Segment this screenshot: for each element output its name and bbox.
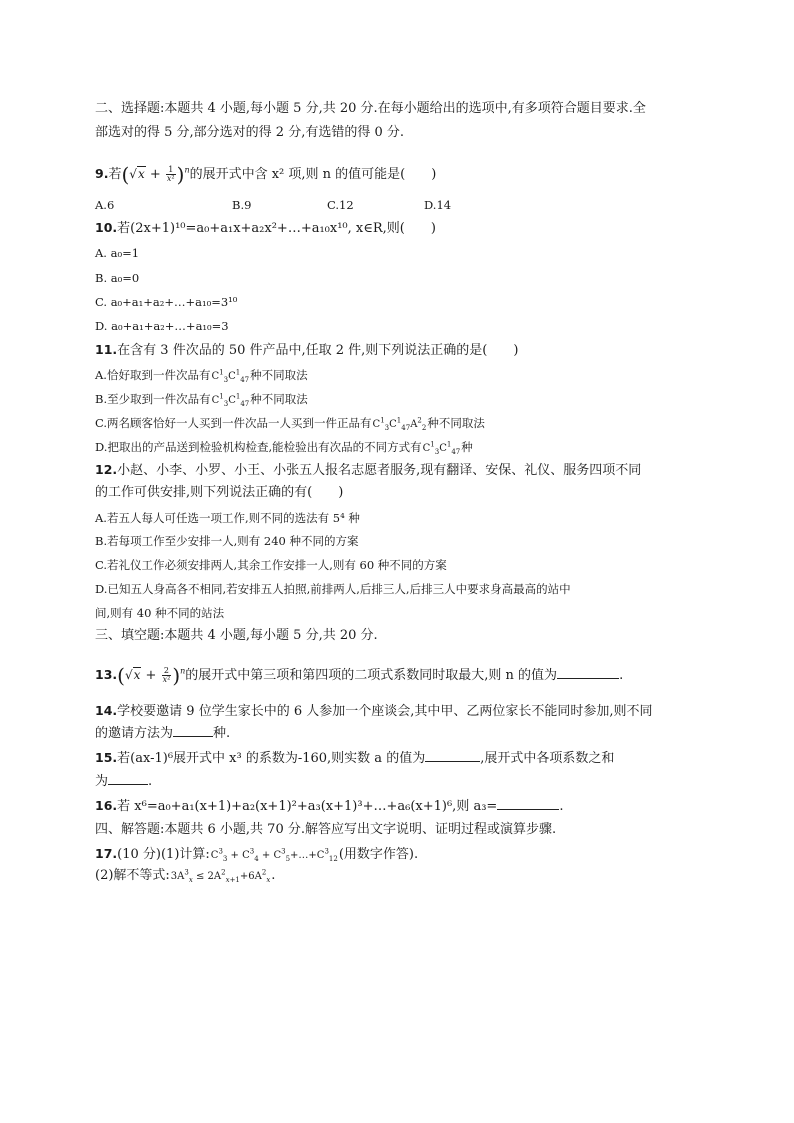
q10-option-d: D. a₀+a₁+a₂+…+a₁₀=3 bbox=[95, 319, 229, 333]
section2-header: 二、选择题:本题共 4 小题,每小题 5 分,共 20 分.在每小题给出的选项中,有多项符合题目要求.全 bbox=[95, 101, 646, 116]
formula-sqrt: √x bbox=[129, 167, 145, 181]
combination-formula: $C^1_3C^1_{47}$ bbox=[211, 368, 250, 384]
q11-option-b bbox=[95, 391, 308, 409]
q9-text: 的展开式中含 x² 项,则 n 的值可能是( ) bbox=[189, 167, 437, 182]
question-number: 15. bbox=[95, 750, 118, 765]
question-14 bbox=[95, 703, 653, 720]
question-number: 13. bbox=[95, 667, 118, 682]
formula-sqrt: √x bbox=[124, 668, 141, 682]
question-15 bbox=[95, 750, 614, 767]
formula-paren: ( bbox=[121, 162, 130, 187]
q12-option-b: B.若每项工作至少安排一人,则有 240 种不同的方案 bbox=[95, 534, 359, 548]
combination-formula: $C^3_3 + C^3_4$ + $C^3_5+\dots+C^3_{12}$ bbox=[210, 847, 338, 863]
q14-line2 bbox=[95, 726, 230, 742]
q11-option-a-text: A.恰好取到一件次品有 bbox=[95, 368, 211, 382]
question-number: 10. bbox=[95, 220, 118, 235]
section4-header: 四、解答题:本题共 6 小题,共 70 分.解答应写出文字说明、证明过程或演算步骤. bbox=[95, 822, 557, 837]
q15-line2 bbox=[95, 774, 152, 790]
question-number: 12. bbox=[95, 462, 118, 477]
question-10 bbox=[95, 220, 436, 237]
q9-prefix: 若 bbox=[108, 167, 122, 182]
question-number: 11. bbox=[95, 342, 118, 357]
q14-text: 学校要邀请 9 位学生家长中的 6 人参加一个座谈会,其中甲、乙两位家长不能同时参加,则不同 bbox=[117, 704, 653, 719]
q10-option-c: C. a₀+a₁+a₂+…+a₁₀=3¹⁰ bbox=[95, 295, 238, 309]
formula-paren: ) bbox=[172, 663, 181, 688]
answer-blank bbox=[497, 809, 559, 810]
q11-option-c-text: C.两名顾客恰好一人买到一件次品一人买到一件正品有 bbox=[95, 416, 372, 430]
q10-option-b: B. a₀=0 bbox=[95, 271, 140, 285]
q16-end: . bbox=[559, 799, 564, 814]
q13-text: 的展开式中第三项和第四项的二项式系数同时取最大,则 n 的值为 bbox=[185, 668, 558, 683]
q13-end: . bbox=[619, 668, 624, 683]
q11-option-d-suffix: 种 bbox=[461, 440, 473, 454]
q12-option-d: D.已知五人身高各不相同,若安排五人拍照,前排两人,后排三人,后排三人中要求身高最高的站中 bbox=[95, 582, 571, 596]
q16-text: 若 x⁶=a₀+a₁(x+1)+a₂(x+1)²+a₃(x+1)³+…+a₆(x+1)⁶,则 a₃= bbox=[117, 799, 498, 814]
q9-option-b: B.9 bbox=[232, 198, 252, 212]
formula-fraction: $\frac{2}{\text{x²}}$ bbox=[162, 666, 171, 684]
q11-option-d-text: D.把取出的产品送到检验机构检查,能检验出有次品的不同方式有 bbox=[95, 440, 422, 454]
answer-blank bbox=[108, 784, 148, 785]
question-12 bbox=[95, 462, 641, 479]
section3-header: 三、填空题:本题共 4 小题,每小题 5 分,共 20 分. bbox=[95, 628, 378, 643]
question-13: 13.(√x + $\frac{2}{\text{x²}}$ )$^n$的展开式中第三项和第四项的二项式系数同时取最大,则 n 的值为 . bbox=[95, 663, 624, 688]
combination-formula: $C^1_3C^1_{47}A^2_2$ bbox=[372, 416, 427, 432]
q17-part1-suffix: (用数字作答). bbox=[338, 847, 419, 862]
q9-option-d: D.14 bbox=[424, 198, 452, 212]
inequality-formula: $3A^3_x \le 2A^2_{x+1}+6A^2_x$ bbox=[170, 868, 271, 884]
q12-line2: 的工作可供安排,则下列说法正确的有( ) bbox=[95, 485, 344, 500]
q14-line2-suffix: 种. bbox=[213, 726, 231, 741]
q11-option-a bbox=[95, 367, 308, 385]
q12-option-c: C.若礼仪工作必须安排两人,其余工作安排一人,则有 60 种不同的方案 bbox=[95, 558, 447, 572]
question-11 bbox=[95, 342, 518, 359]
question-number: 14. bbox=[95, 703, 118, 718]
q12-text: 小赵、小李、小罗、小王、小张五人报名志愿者服务,现有翻译、安保、礼仪、服务四项不同 bbox=[117, 463, 642, 478]
question-number: 16. bbox=[95, 798, 118, 813]
q15-line2-text: 为 bbox=[95, 774, 109, 789]
combination-formula: $C^1_3C^1_{47}$ bbox=[422, 440, 461, 456]
q12-option-d-line2: 间,则有 40 种不同的站法 bbox=[95, 606, 225, 620]
q17-part2-text: (2)解不等式: bbox=[95, 868, 170, 883]
q15-line2-suffix: . bbox=[148, 774, 153, 789]
formula-paren: ( bbox=[117, 663, 125, 688]
answer-blank bbox=[173, 736, 213, 737]
q11-option-b-text: B.至少取到一件次品有 bbox=[95, 392, 211, 406]
question-number: 17. bbox=[95, 846, 118, 861]
section2-header-line2: 部选对的得 5 分,部分选对的得 2 分,有选错的得 0 分. bbox=[95, 125, 405, 140]
answer-blank bbox=[425, 761, 480, 762]
question-17 bbox=[95, 846, 418, 864]
combination-formula: $C^1_3C^1_{47}$ bbox=[211, 392, 250, 408]
q15-text: 若(ax-1)⁶展开式中 x³ 的系数为-160,则实数 a 的值为 bbox=[117, 751, 426, 766]
q11-option-b-suffix: 种不同取法 bbox=[250, 392, 308, 406]
q17-part2: (2)解不等式$:3A^3_x \le 2A^2_{x+1}+6A^2_x$. bbox=[95, 868, 276, 884]
q11-text: 在含有 3 件次品的 50 件产品中,任取 2 件,则下列说法正确的是( ) bbox=[117, 343, 519, 358]
q9-option-c: C.12 bbox=[327, 198, 354, 212]
q10-text: 若(2x+1)¹⁰=a₀+a₁x+a₂x²+…+a₁₀x¹⁰, x∈R,则( ) bbox=[117, 221, 436, 236]
question-9: 9.若(√x + $\frac{1}{\text{x²}}$ )$^n$的展开式中含 x² 项,则 n 的值可能是( ) bbox=[95, 162, 437, 187]
q10-option-a: A. a₀=1 bbox=[95, 246, 140, 260]
answer-blank bbox=[557, 678, 619, 679]
formula-fraction: $\frac{1}{\text{x²}}$ bbox=[166, 165, 175, 183]
question-number: 9. bbox=[95, 166, 109, 181]
q11-option-d bbox=[95, 439, 473, 457]
formula-paren: ) bbox=[176, 162, 185, 187]
q11-option-c-suffix: 种不同取法 bbox=[427, 416, 485, 430]
q9-option-a: A.6 bbox=[95, 198, 115, 212]
q11-option-c bbox=[95, 415, 485, 433]
q17-part1-text: (10 分)(1)计算: bbox=[117, 847, 210, 862]
q14-line2-text: 的邀请方法为 bbox=[95, 726, 174, 741]
q12-option-a: A.若五人每人可任选一项工作,则不同的选法有 5⁴ 种 bbox=[95, 511, 360, 525]
question-16 bbox=[95, 798, 563, 815]
q15-text-suffix: ,展开式中各项系数之和 bbox=[480, 751, 615, 766]
q11-option-a-suffix: 种不同取法 bbox=[250, 368, 308, 382]
